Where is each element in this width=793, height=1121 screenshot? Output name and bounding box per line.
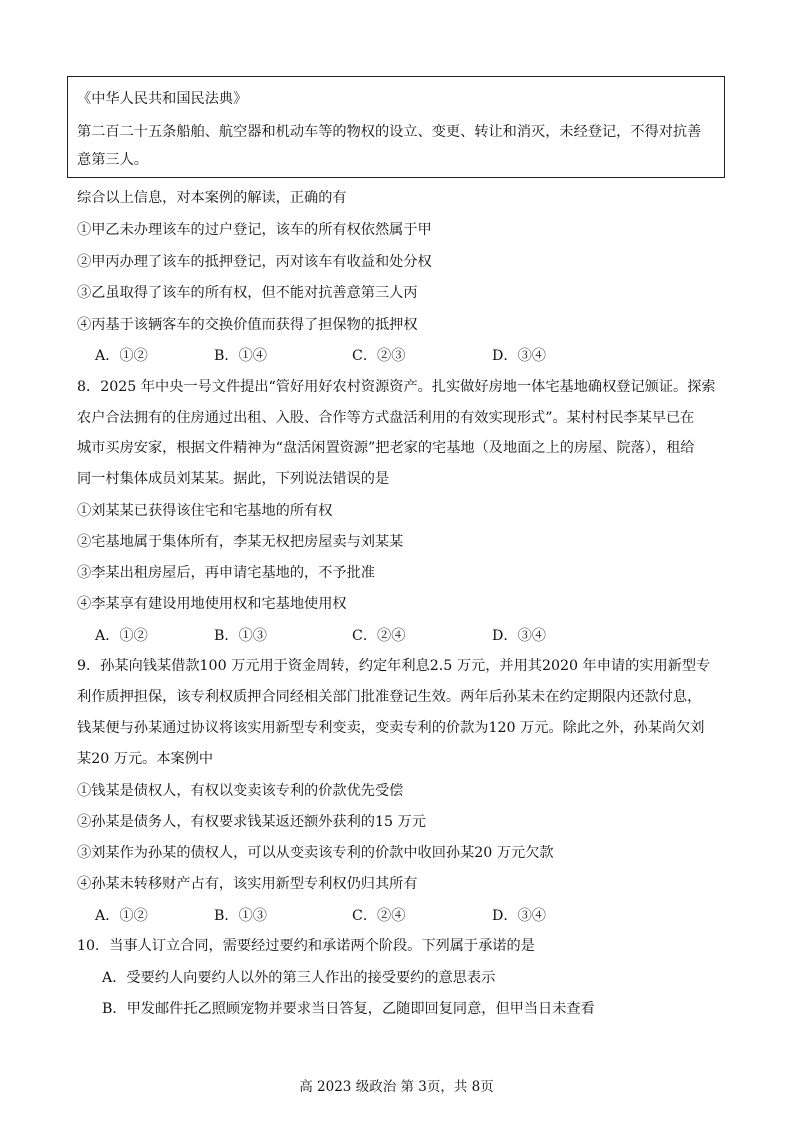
q7-item-3: ③乙虽取得了该车的所有权，但不能对抗善意第三人丙 xyxy=(77,285,418,301)
q8-stem-line-1: 8．2025 年中央一号文件提出“管好用好农村资源资产。扎实做好房地一体宅基地确权登记颁证。探索 xyxy=(77,379,716,395)
q7-item-2: ②甲丙办理了该车的抵押登记，丙对该车有收益和处分权 xyxy=(77,254,432,270)
q9-item-2: ②孙某是债务人，有权要求钱某返还额外获利的15 万元 xyxy=(77,814,426,830)
q8-stem-line-2: 农户合法拥有的住房通过出租、入股、合作等方式盘活利用的有效实现形式”。某村村民李某早已在 xyxy=(77,410,695,426)
q9-stem-line-1: 9．孙某向钱某借款100 万元用于资金周转，约定年利息2.5 万元，并用其2020 年申请的实用新型专 xyxy=(77,658,711,674)
q8-item-3: ③李某出租房屋后，再申请宅基地的，不予批准 xyxy=(77,565,375,581)
law-article-line-2: 意第三人。 xyxy=(77,152,148,168)
q8-stem-line-4: 同一村集体成员刘某某。据此，下列说法错误的是 xyxy=(77,471,390,487)
q9-stem-line-4: 某20 万元。本案例中 xyxy=(77,751,214,767)
q8-stem-line-3: 城市买房安家，根据文件精神为“盘活闲置资源”把老家的宅基地（及地面之上的房屋、院落），租给 xyxy=(77,440,695,456)
q7-option-d: D．③④ xyxy=(492,348,546,364)
q9-option-a: A．①② xyxy=(95,908,148,924)
q7-stem: 综合以上信息，对本案例的解读，正确的有 xyxy=(77,190,347,206)
q8-option-a: A．①② xyxy=(95,628,148,644)
q7-option-a: A．①② xyxy=(95,348,148,364)
q9-item-1: ①钱某是债权人，有权以变卖该专利的价款优先受偿 xyxy=(77,783,404,799)
q8-item-2: ②宅基地属于集体所有，李某无权把房屋卖与刘某某 xyxy=(77,534,404,550)
q9-option-c: C．②④ xyxy=(352,908,406,924)
q10-stem: 10．当事人订立合同，需要经过要约和承诺两个阶段。下列属于承诺的是 xyxy=(77,938,535,954)
q8-option-c: C．②④ xyxy=(352,628,406,644)
law-article-line-1: 第二百二十五条船舶、航空器和机动车等的物权的设立、变更、转让和消灭，未经登记，不得对抗善 xyxy=(77,124,702,140)
q8-item-4: ④李某享有建设用地使用权和宅基地使用权 xyxy=(77,596,347,612)
q7-option-b: B．①④ xyxy=(214,348,267,364)
q10-option-b: B．甲发邮件托乙照顾宠物并要求当日答复，乙随即回复同意，但甲当日未查看 xyxy=(102,1001,595,1017)
q10-option-a: A．受要约人向要约人以外的第三人作出的接受要约的意思表示 xyxy=(102,970,496,986)
q7-option-c: C．②③ xyxy=(352,348,406,364)
q9-item-4: ④孙某未转移财产占有，该实用新型专利权仍归其所有 xyxy=(77,876,418,892)
law-title: 《中华人民共和国民法典》 xyxy=(77,91,248,107)
q9-option-d: D．③④ xyxy=(492,908,546,924)
page-footer: 高 2023 级政治 第 3页，共 8页 xyxy=(299,1079,494,1095)
q7-item-1: ①甲乙未办理该车的过户登记，该车的所有权依然属于甲 xyxy=(77,222,432,238)
q9-stem-line-3: 钱某便与孙某通过协议将该实用新型专利变卖，变卖专利的价款为120 万元。除此之外，孙某尚欠刘 xyxy=(77,720,705,736)
q9-option-b: B．①③ xyxy=(214,908,267,924)
q8-option-b: B．①③ xyxy=(214,628,267,644)
q9-item-3: ③刘某作为孙某的债权人，可以从变卖该专利的价款中收回孙某20 万元欠款 xyxy=(77,845,554,861)
q8-option-d: D．③④ xyxy=(492,628,546,644)
q9-stem-line-2: 利作质押担保，该专利权质押合同经相关部门批准登记生效。两年后孙某未在约定期限内还款付息， xyxy=(77,689,702,705)
q7-item-4: ④丙基于该辆客车的交换价值而获得了担保物的抵押权 xyxy=(77,317,418,333)
q8-item-1: ①刘某某已获得该住宅和宅基地的所有权 xyxy=(77,503,333,519)
